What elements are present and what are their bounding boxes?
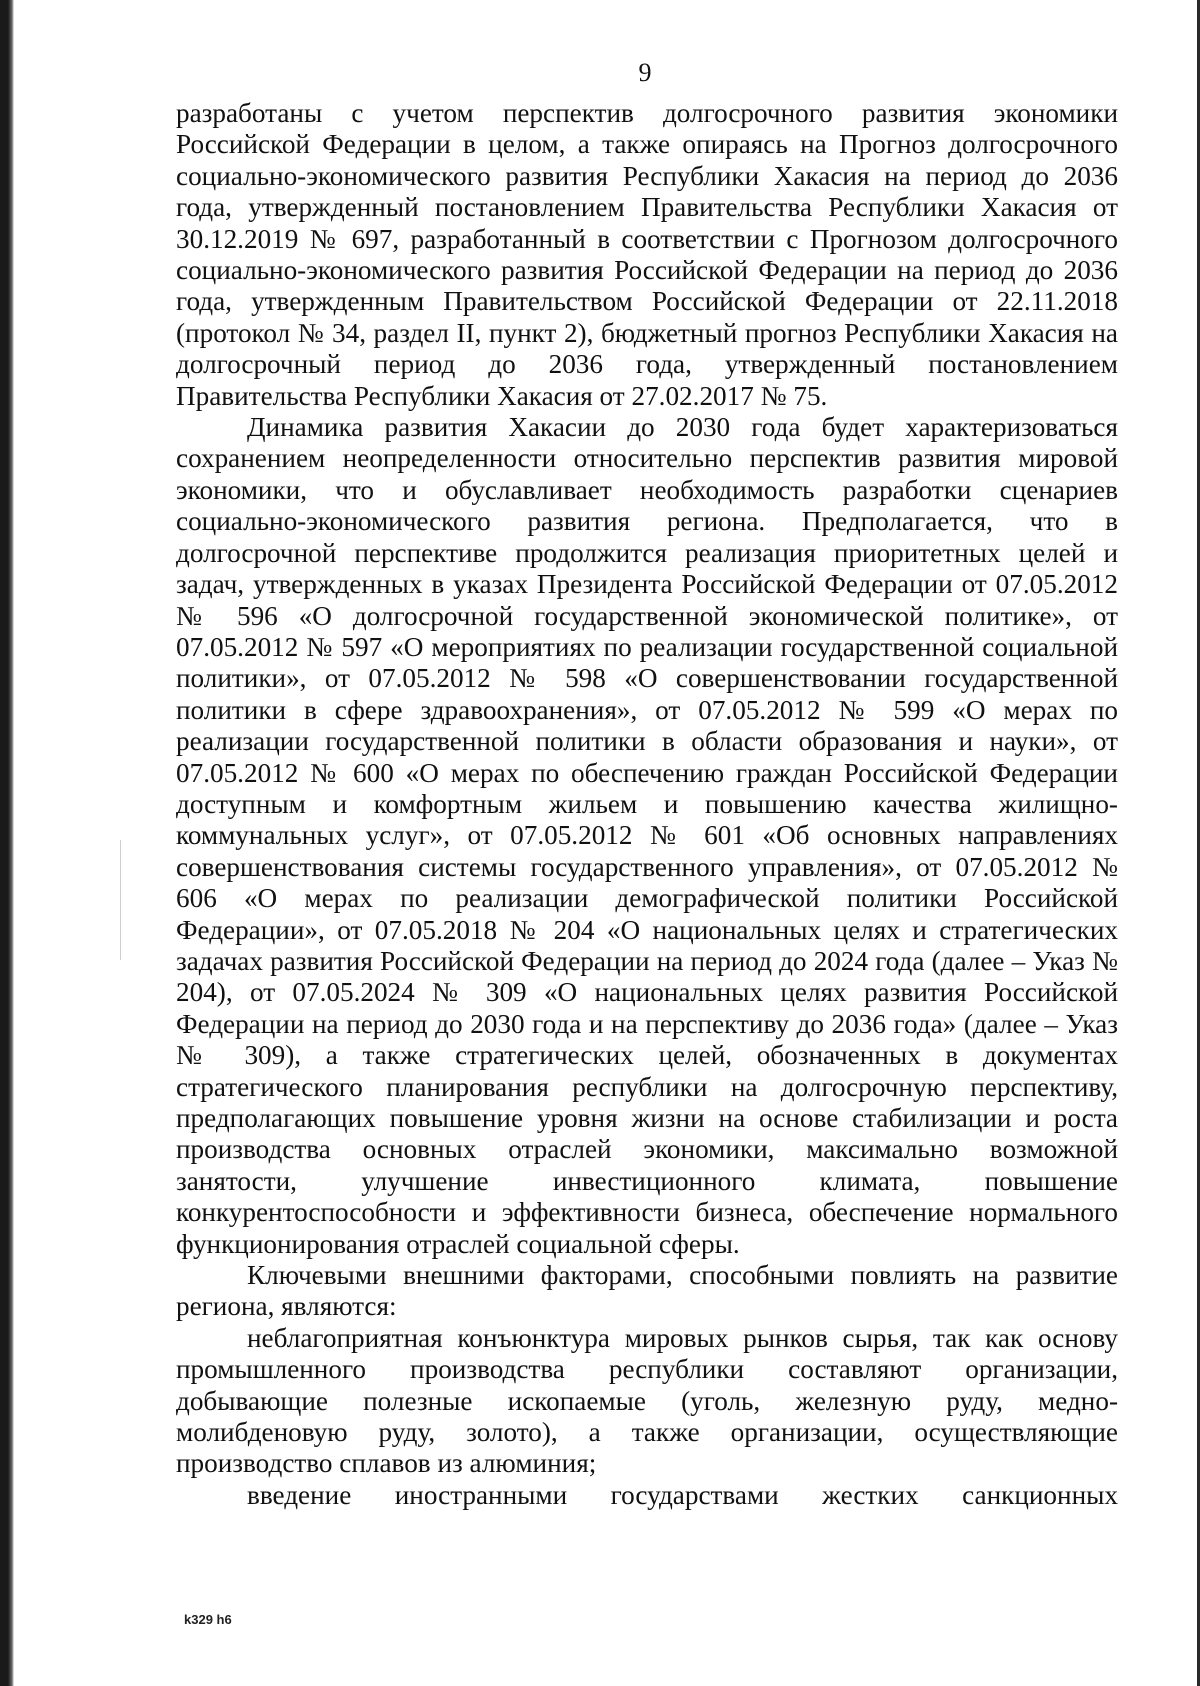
paragraph-factor-sanctions: введение иностранными государствами жестких санкционных (247, 1479, 1118, 1510)
footer-document-code: k329 h6 (184, 1612, 232, 1627)
page-number: 9 (638, 58, 652, 87)
paragraph-factor-raw-markets: неблагоприятная конъюнктура мировых рынков сырья, так как основу промышленного производства республики составляют организации, добывающие полезные ископаемые (уголь, железную руду, медно-молибденовую руду, золото), а также организации, осуществляющие производство сплавов из алюминия; (176, 1322, 1118, 1479)
document-body (176, 98, 1118, 1511)
paragraph-forecast-basis: разработаны с учетом перспектив долгосрочного развития экономики Российской Федерации в целом, а также опираясь на Прогноз долгосрочного социально-экономического развития Республики Хакасия на период до 2036 года, утвержденный постановлением Правительства Республики Хакасия от 30.12.2019 № 697, разработанный в соответствии с Прогнозом долгосрочного социально-экономического развития Российской Федерации на период до 2036 года, утвержденным Правительством Российской Федерации от 22.11.2018 (протокол № 34, раздел II, пункт 2), бюджетный прогноз Республики Хакасия на долгосрочный период до 2036 года, утвержденный постановлением Правительства Республики Хакасия от 27.02.2017 № 75. (176, 98, 1118, 411)
paragraph-development-dynamics: Динамика развития Хакасии до 2030 года будет характеризоваться сохранением неопределенности относительно перспектив развития мировой экономики, что и обуславливает необходимость разработки сценариев социально-экономического развития региона. Предполагается, что в долгосрочной перспективе продолжится реализация приоритетных целей и задач, утвержденных в указах Президента Российской Федерации от 07.05.2012 № 596 «О долгосрочной государственной экономической политике», от 07.05.2012 № 597 «О мероприятиях по реализации государственной социальной политики», от 07.05.2012 № 598 «О совершенствовании государственной политики в сфере здравоохранения», от 07.05.2012 № 599 «О мерах по реализации государственной политики в области образования и науки», от 07.05.2012 № 600 «О мерах по обеспечению граждан Российской Федерации доступным и комфортным жильем и повышению качества жилищно-коммунальных услуг», от 07.05.2012 № 601 «Об основных направлениях совершенствования системы государственного управления», от 07.05.2012 № 606 «О мерах по реализации демографической политики Российской Федерации», от 07.05.2018 № 204 «О национальных целях и стратегических задачах развития Российской Федерации на период до 2024 года (далее – Указ № 204), от 07.05.2024 № 309 «О национальных целях развития Российской Федерации на период до 2030 года и на перспективу до 2036 года» (далее – Указ № 309), а также стратегических целей, обозначенных в документах стратегического планирования республики на долгосрочную перспективу, предполагающих повышение уровня жизни на основе стабилизации и роста производства основных отраслей экономики, максимально возможной занятости, улучшение инвестиционного климата, повышение конкурентоспособности и эффективности бизнеса, обеспечение нормального функционирования отраслей социальной сферы. (176, 412, 1118, 1259)
scan-margin-mark (120, 840, 121, 960)
scan-edge-left (0, 0, 14, 1686)
paragraph-key-factors-intro: Ключевыми внешними факторами, способными повлиять на развитие региона, являются: (176, 1260, 1118, 1322)
